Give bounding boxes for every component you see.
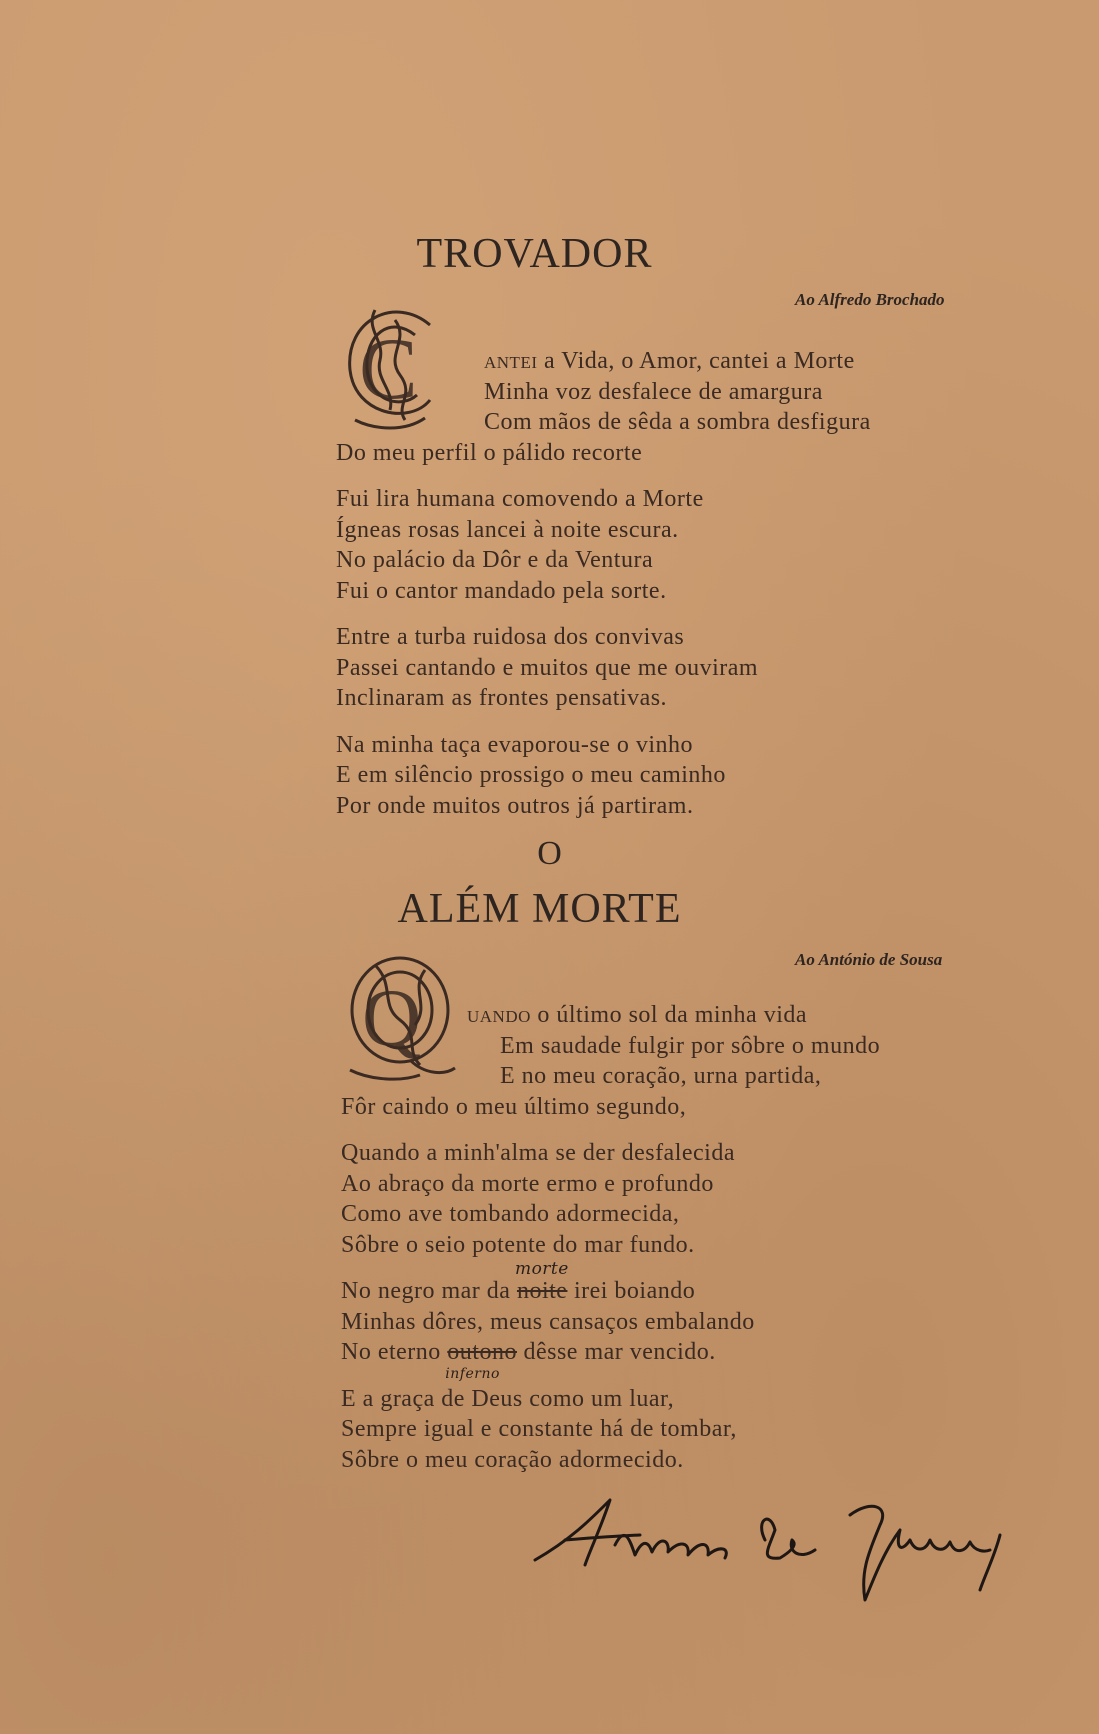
stanza bbox=[341, 1138, 880, 1260]
poem-title-alem-morte: ALÉM MORTE bbox=[397, 886, 682, 932]
poem-line: Fôr caindo o meu último segundo, bbox=[341, 1093, 687, 1120]
stanza bbox=[336, 484, 871, 606]
stanza bbox=[341, 1259, 880, 1382]
poem-line: Ígneas rosas lancei à noite escura. bbox=[336, 516, 679, 543]
poem-title-trovador: TROVADOR bbox=[416, 231, 653, 277]
poem-line bbox=[341, 1000, 880, 1031]
line-text: a Vida, o Amor, cantei a Morte bbox=[543, 348, 855, 374]
handwritten-correction bbox=[445, 1337, 517, 1382]
poem-line: Inclinaram as frontes pensativas. bbox=[336, 685, 668, 711]
dedication-1: Ao Alfredo Brochado bbox=[795, 290, 945, 309]
stanza bbox=[341, 1000, 880, 1122]
poem-line: Com mãos de sêda a sombra desfigura bbox=[484, 409, 871, 435]
line-text: No negro mar da bbox=[341, 1278, 511, 1304]
poem-line bbox=[341, 1259, 880, 1307]
first-word-rest: antei bbox=[484, 348, 538, 374]
line-text: dêsse mar vencido. bbox=[523, 1339, 716, 1365]
stanza bbox=[336, 622, 871, 714]
handwritten-correction bbox=[514, 1259, 569, 1307]
poem-line bbox=[336, 346, 871, 377]
stanza bbox=[341, 1384, 880, 1476]
poem-line: Na minha taça evaporou-se o vinho bbox=[336, 731, 694, 758]
line-text: No eterno bbox=[341, 1339, 441, 1365]
struck-word: noite bbox=[516, 1278, 568, 1304]
poem-line: Sôbre o meu coração adormecido. bbox=[341, 1446, 684, 1473]
poem-line: Quando a minh'alma se der desfalecida bbox=[341, 1140, 736, 1166]
poem-2-body bbox=[341, 1000, 880, 1491]
first-word-rest: uando bbox=[467, 1002, 531, 1028]
poem-line: E em silêncio prossigo o meu caminho bbox=[336, 762, 726, 788]
poem-line: Em saudade fulgir por sôbre o mundo bbox=[500, 1032, 881, 1059]
poem-line: No palácio da Dôr e da Ventura bbox=[336, 547, 654, 573]
struck-word: outono bbox=[447, 1339, 517, 1365]
handwritten-signature bbox=[530, 1480, 1050, 1610]
handwritten-word: morte bbox=[514, 1259, 569, 1279]
line-text: irei boiando bbox=[573, 1278, 696, 1304]
line-text: o último sol da minha vida bbox=[537, 1002, 808, 1028]
poem-line: E no meu coração, urna partida, bbox=[500, 1063, 822, 1089]
poem-line: Ao abraço da morte ermo e profundo bbox=[341, 1170, 714, 1197]
stanza bbox=[336, 730, 871, 822]
poem-line: Minhas dôres, meus cansaços embalando bbox=[341, 1308, 755, 1335]
poem-1-body bbox=[336, 346, 871, 837]
poem-line: Fui o cantor mandado pela sorte. bbox=[336, 577, 667, 604]
poem-line: Minha voz desfalece de amargura bbox=[484, 378, 823, 405]
initial-letter: Q bbox=[362, 972, 422, 1063]
poem-line: Fui lira humana comovendo a Morte bbox=[336, 486, 704, 512]
handwritten-word: inferno bbox=[445, 1366, 500, 1382]
poem-line: Por onde muitos outros já partiram. bbox=[336, 792, 694, 819]
initial-letter: C bbox=[359, 321, 418, 418]
poem-line bbox=[341, 1337, 880, 1382]
poem-line: Sôbre o seio potente do mar fundo. bbox=[341, 1231, 695, 1258]
poem-line: Entre a turba ruidosa dos convivas bbox=[336, 624, 685, 650]
poem-line: E a graça de Deus como um luar, bbox=[341, 1385, 675, 1412]
poem-line: Do meu perfil o pálido recorte bbox=[336, 439, 643, 466]
poem-line: Passei cantando e muitos que me ouviram bbox=[336, 654, 759, 681]
section-separator: O bbox=[537, 835, 562, 872]
dedication-2: Ao António de Sousa bbox=[795, 950, 943, 969]
stanza bbox=[336, 346, 871, 468]
poem-line: Sempre igual e constante há de tombar, bbox=[341, 1416, 737, 1442]
poem-line: Como ave tombando adormecida, bbox=[341, 1201, 680, 1227]
